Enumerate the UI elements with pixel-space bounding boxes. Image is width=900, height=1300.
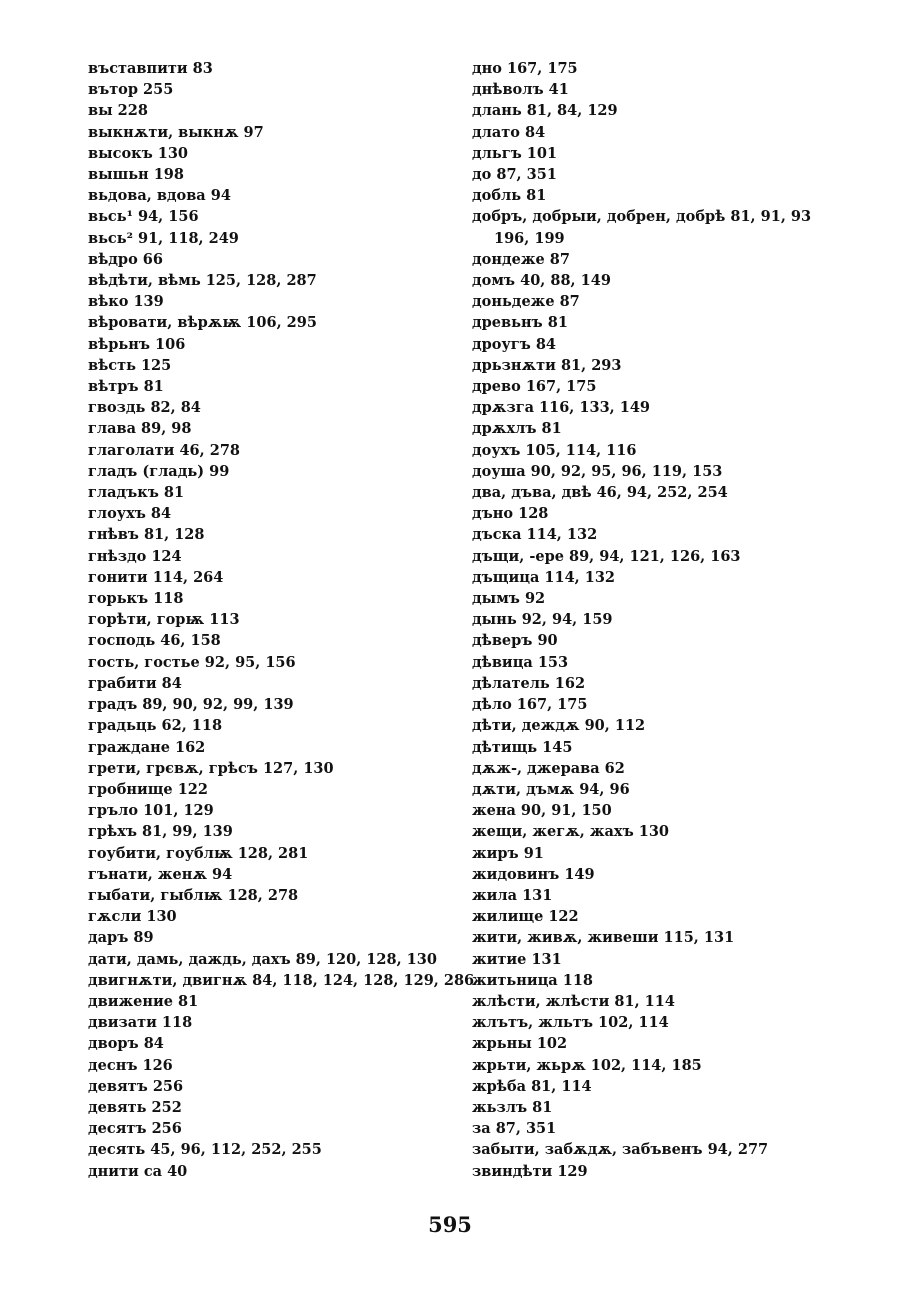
index-entry: дымъ 92 bbox=[472, 590, 546, 608]
index-entry: вѣдѣти, вѣмь 125, 128, 287 bbox=[88, 272, 317, 290]
index-entry: дно 167, 175 bbox=[472, 60, 578, 77]
index-entry: жрѣба 81, 114 bbox=[472, 1077, 592, 1095]
index-entry: вы 228 bbox=[88, 102, 148, 120]
page-number: 595 bbox=[428, 1212, 472, 1237]
index-entry: днити са 40 bbox=[88, 1162, 188, 1180]
index-entry: господь 46, 158 bbox=[88, 632, 221, 650]
index-entry: вышьн 198 bbox=[88, 166, 184, 184]
index-entry: въставпити 83 bbox=[88, 60, 213, 77]
index-entry: девять 252 bbox=[88, 1098, 182, 1116]
index-entry: горькъ 118 bbox=[88, 590, 184, 608]
index-entry: вѣдро 66 bbox=[88, 250, 163, 268]
index-entry: житие 131 bbox=[472, 950, 562, 968]
index-entry: дъщи, -ере 89, 94, 121, 126, 163 bbox=[472, 547, 741, 565]
index-entry: двизати 118 bbox=[88, 1014, 193, 1032]
index-entry: дроугъ 84 bbox=[472, 335, 556, 353]
index-entry: гоубити, гоублѭ 128, 281 bbox=[88, 844, 309, 862]
index-entry: жещи, жегѫ, жахъ 130 bbox=[472, 823, 670, 841]
index-entry: десять 45, 96, 112, 252, 255 bbox=[88, 1141, 322, 1159]
index-entry: жлѣсти, жлѣсти 81, 114 bbox=[472, 992, 675, 1010]
index-entry: глоухъ 84 bbox=[88, 505, 172, 523]
index-entry: дрьзнѫти 81, 293 bbox=[472, 356, 622, 374]
index-entry: грети, грєвѫ, грѣсъ 127, 130 bbox=[88, 759, 334, 777]
index-entry: забыти, забѫдѫ, забъвенъ 94, 277 bbox=[472, 1141, 769, 1159]
index-entry: деснъ 126 bbox=[88, 1056, 173, 1074]
index-entry: вѣтръ 81 bbox=[88, 378, 164, 396]
index-entry: жиръ 91 bbox=[472, 844, 544, 862]
index-entry: глаголати 46, 278 bbox=[88, 441, 241, 459]
index-entry: глава 89, 98 bbox=[88, 420, 192, 438]
index-entry: дондеже 87 bbox=[472, 250, 570, 268]
index-entry: градьць 62, 118 bbox=[88, 717, 223, 735]
index-entry: доуша 90, 92, 95, 96, 119, 153 bbox=[472, 462, 723, 480]
index-entry: днѣволъ 41 bbox=[472, 81, 569, 99]
index-entry: вьсь¹ 94, 156 bbox=[88, 208, 199, 226]
index-entry: жила 131 bbox=[472, 886, 553, 904]
index-entry: жилище 122 bbox=[472, 908, 579, 926]
index-entry: гръло 101, 129 bbox=[88, 802, 214, 820]
index-entry: вѣрьнъ 106 bbox=[88, 335, 186, 353]
index-entry: доухъ 105, 114, 116 bbox=[472, 441, 637, 459]
index-entry: грѣхъ 81, 99, 139 bbox=[88, 823, 233, 841]
index-entry: высокъ 130 bbox=[88, 144, 189, 162]
index-entry: дѣвица 153 bbox=[472, 653, 569, 671]
index-entry: гладъ (гладь) 99 bbox=[88, 462, 230, 480]
index-entry: добль 81 bbox=[472, 187, 547, 205]
index-entry: вътор 255 bbox=[88, 81, 174, 99]
index-entry: выкнѫти, выкнѫ 97 bbox=[88, 123, 264, 141]
index-entry: жрьти, жьрѫ 102, 114, 185 bbox=[472, 1056, 702, 1074]
index-entry: дъщица 114, 132 bbox=[472, 568, 616, 586]
index-entry: жрьны 102 bbox=[472, 1035, 568, 1053]
index-entry: гладъкъ 81 bbox=[88, 484, 185, 502]
index-entry: жена 90, 91, 150 bbox=[472, 802, 612, 820]
index-entry: гробнище 122 bbox=[88, 780, 208, 798]
index-entry: житьница 118 bbox=[472, 971, 594, 989]
index-entry: жити, живѫ, живеши 115, 131 bbox=[472, 929, 735, 947]
index-entry: горѣти, горѭ 113 bbox=[88, 611, 240, 629]
index-entry: девятъ 256 bbox=[88, 1077, 184, 1095]
index-entry: гнѣвъ 81, 128 bbox=[88, 526, 205, 544]
index-entry: дѫж-, джерава 62 bbox=[472, 759, 625, 777]
index-column-left bbox=[88, 58, 475, 1182]
index-entry: дати, дамь, даждь, дахъ 89, 120, 128, 130 bbox=[88, 950, 437, 968]
index-entry: двигнѫти, двигнѫ 84, 118, 124, 128, 129, 286 bbox=[88, 971, 475, 989]
index-entry: дрѫзга 116, 133, 149 bbox=[472, 399, 651, 417]
index-entry: до 87, 351 bbox=[472, 166, 557, 184]
index-entry: гонити 114, 264 bbox=[88, 568, 224, 586]
index-entry: дѫти, дъмѫ 94, 96 bbox=[472, 780, 630, 798]
index-entry: дѣлатель 162 bbox=[472, 674, 586, 692]
index-entry: доньдеже 87 bbox=[472, 293, 580, 311]
index-entry: гыбати, гыблѭ 128, 278 bbox=[88, 886, 299, 904]
index-entry: дѣтищь 145 bbox=[472, 738, 573, 756]
index-entry: вьсь² 91, 118, 249 bbox=[88, 229, 239, 247]
index-entry: дѣло 167, 175 bbox=[472, 696, 588, 714]
index-entry: вьдова, вдова 94 bbox=[88, 187, 231, 205]
index-entry: дворъ 84 bbox=[88, 1035, 164, 1053]
index-entry: длато 84 bbox=[472, 123, 546, 141]
index-entry: десятъ 256 bbox=[88, 1120, 182, 1138]
index-entry: дынь 92, 94, 159 bbox=[472, 611, 613, 629]
index-entry: движение 81 bbox=[88, 992, 199, 1010]
index-entry: дѣверъ 90 bbox=[472, 632, 558, 650]
index-entry: за 87, 351 bbox=[472, 1120, 557, 1138]
index-entry: древо 167, 175 bbox=[472, 378, 597, 396]
index-entry: дѣти, деждѫ 90, 112 bbox=[472, 717, 646, 735]
index-entry: дъска 114, 132 bbox=[472, 526, 598, 544]
index-entry: гвоздь 82, 84 bbox=[88, 399, 201, 417]
index-entry: грабити 84 bbox=[88, 674, 182, 692]
index-entry: граждане 162 bbox=[88, 738, 206, 756]
index-entry: гѫсли 130 bbox=[88, 908, 177, 926]
index-entry: жлътъ, жльтъ 102, 114 bbox=[472, 1014, 669, 1032]
index-entry: дрѫхлъ 81 bbox=[472, 420, 562, 438]
index-column-right bbox=[472, 58, 832, 1182]
index-entry: жьзлъ 81 bbox=[472, 1098, 553, 1116]
index-entry: древьнъ 81 bbox=[472, 314, 568, 332]
index-entry: гнѣздо 124 bbox=[88, 547, 182, 565]
index-entry: гънати, женѫ 94 bbox=[88, 865, 233, 883]
index-entry: добръ, добрыи, добрен, добрѣ 81, 91, 93 196, 199 bbox=[472, 208, 812, 247]
index-entry: вѣко 139 bbox=[88, 293, 164, 311]
index-entry: звиндѣти 129 bbox=[472, 1162, 588, 1180]
index-entry: гость, гостье 92, 95, 156 bbox=[88, 653, 296, 671]
index-entry: дъно 128 bbox=[472, 505, 549, 523]
index-entry: дльгъ 101 bbox=[472, 144, 558, 162]
index-entry: длань 81, 84, 129 bbox=[472, 102, 618, 120]
index-entry: вѣсть 125 bbox=[88, 356, 172, 374]
index-entry: градъ 89, 90, 92, 99, 139 bbox=[88, 696, 294, 714]
index-entry: жидовинъ 149 bbox=[472, 865, 595, 883]
index-entry: даръ 89 bbox=[88, 929, 154, 947]
index-entry: вѣровати, вѣрѫѭ 106, 295 bbox=[88, 314, 317, 332]
index-entry: домъ 40, 88, 149 bbox=[472, 272, 611, 290]
index-entry: два, дъва, двѣ 46, 94, 252, 254 bbox=[472, 484, 728, 502]
